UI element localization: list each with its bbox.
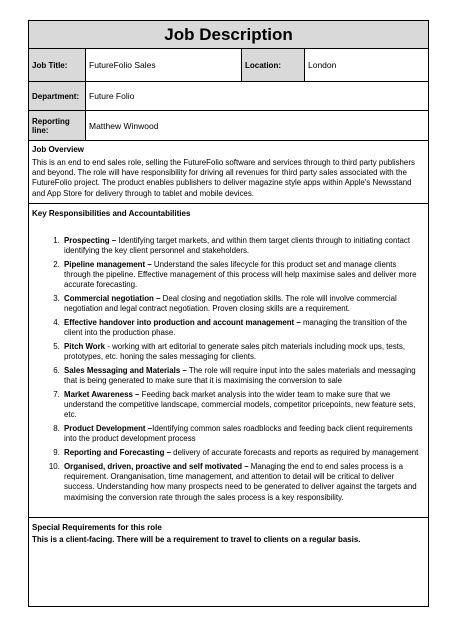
responsibility-title: Pitch Work bbox=[64, 342, 106, 352]
job-description-table bbox=[28, 20, 429, 607]
reporting-line-value: Matthew Winwood bbox=[86, 111, 429, 141]
responsibility-title: Organised, driven, proactive and self motivated – bbox=[64, 462, 249, 472]
job-description-document bbox=[28, 20, 428, 607]
responsibility-text: Managing the end to end sales process is a requirement. Oranganisation, time management, and attention to detail will be critical to deliver success. Understanding how many prospects need to be generated to deliver against the targets and maximising the conversion rate through the sales process is a key responsibility. bbox=[64, 462, 417, 502]
reporting-label-line-1: Reporting bbox=[32, 116, 70, 126]
responsibility-title: Effective handover into production and account management – bbox=[64, 318, 301, 328]
special-requirements-text: This is a client-facing. There will be a requirement to travel to clients on a regular basis. bbox=[32, 534, 361, 544]
location-label: Location: bbox=[242, 49, 305, 82]
document-title: Job Description bbox=[29, 21, 429, 49]
special-requirements-heading: Special Requirements for this role bbox=[32, 522, 162, 532]
responsibility-title: Market Awareness – bbox=[64, 390, 140, 400]
responsibility-item bbox=[62, 294, 425, 314]
job-title-label: Job Title: bbox=[29, 49, 86, 82]
responsibility-text: managing the transition of the client into the production phase. bbox=[64, 318, 407, 338]
responsibility-title: Pipeline management – bbox=[64, 259, 152, 269]
responsibility-item bbox=[62, 318, 425, 338]
responsibility-title: Prospecting – bbox=[64, 235, 117, 245]
job-overview-section bbox=[29, 141, 429, 204]
job-overview-text: This is an end to end sales role, selling the FutureFolio software and services through to third party publishers and beyond. The role will have responsibility for driving all revenues for third party sales associated with the FutureFolio project. The product enables publishers to deliver magazine style apps within Apple’s Newsstand and App Store for delivery through to tablet and mobile devices. bbox=[32, 158, 415, 198]
responsibility-item bbox=[62, 390, 425, 421]
responsibility-text: - working with art editorial to generate sales pitch materials including mock ups, tests, prototypes, etc. honing the sales messaging for clients. bbox=[64, 342, 406, 362]
responsibility-text: delivery of accurate forecasts and reports as required by management bbox=[170, 448, 419, 458]
responsibility-item bbox=[62, 448, 425, 458]
reporting-label-line-2: line: bbox=[32, 125, 49, 135]
job-title-value: FutureFolio Sales bbox=[86, 49, 242, 82]
job-overview-heading: Job Overview bbox=[32, 145, 85, 154]
responsibilities-heading: Key Responsibilities and Accountabilities bbox=[32, 208, 191, 218]
responsibility-item bbox=[62, 424, 425, 444]
responsibility-title: Reporting and Forecasting – bbox=[64, 448, 171, 458]
responsibility-item bbox=[62, 342, 425, 362]
responsibility-text: Identifying target markets, and within them target clients through to initiating contact identifying the key client personnel and stakeholders. bbox=[64, 235, 411, 256]
special-requirements-section bbox=[29, 517, 429, 606]
responsibility-title: Sales Messaging and Materials – bbox=[64, 366, 187, 376]
reporting-line-label bbox=[29, 111, 86, 141]
responsibility-text: Deal closing and negotiation skills. The role will involve commercial negotiation and legal contract negotiation. Proven closing skills are a requirement. bbox=[64, 294, 397, 314]
responsibility-item bbox=[62, 260, 425, 291]
location-value: London bbox=[305, 49, 429, 82]
responsibility-item bbox=[62, 236, 425, 256]
responsibility-item bbox=[62, 462, 425, 503]
department-value: Future Folio bbox=[86, 82, 429, 111]
responsibilities-list bbox=[32, 236, 425, 503]
responsibility-item bbox=[62, 366, 425, 386]
responsibilities-section bbox=[29, 203, 429, 517]
responsibility-text: Understand the sales lifecycle for this product set and manage clients through the pipeline. Effective management of this process will help maximise sales and deliver more accurate forecasting. bbox=[64, 259, 417, 290]
responsibility-text: Identifying common sales roadblocks and feeding back client requirements into the product development process bbox=[64, 424, 413, 444]
responsibility-title: Product Development – bbox=[64, 424, 153, 434]
responsibility-title: Commercial negotiation – bbox=[64, 294, 161, 304]
responsibility-text: The role will require input into the sales materials and messaging that is being generated to make sure that it is maximising the conversion to sale bbox=[64, 366, 416, 386]
department-label: Department: bbox=[29, 82, 86, 111]
responsibility-text: Feeding back market analysis into the wider team to make sure that we understand the competitive landscape, commercial models, competitor pricepoints, new feature sets, etc. bbox=[64, 390, 416, 420]
